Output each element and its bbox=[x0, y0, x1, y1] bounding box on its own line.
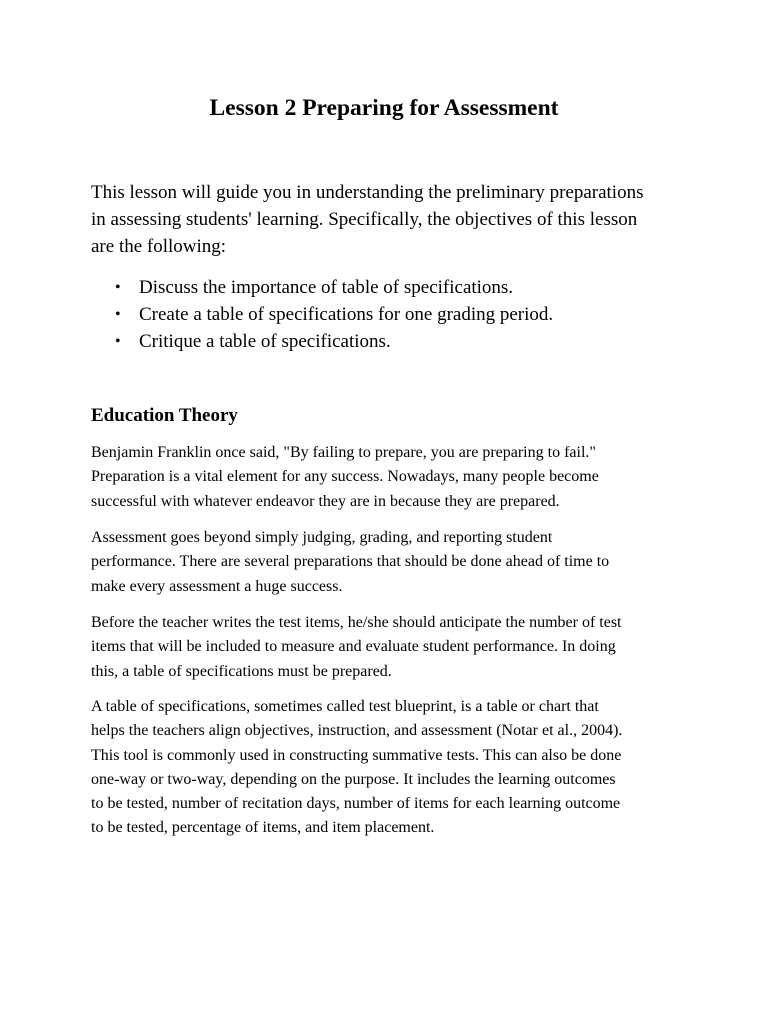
body-paragraph bbox=[91, 695, 691, 841]
objective-item bbox=[91, 301, 553, 328]
bullet-icon: • bbox=[115, 333, 121, 350]
bullet-icon: • bbox=[115, 279, 121, 296]
page-title: Lesson 2 Preparing for Assessment bbox=[209, 95, 559, 121]
paragraph-line: successful with whatever endeavor they are in because they are prepared. bbox=[91, 492, 560, 510]
paragraph-line: to be tested, percentage of items, and item placement. bbox=[91, 819, 435, 837]
paragraph-line: Before the teacher writes the test items, he/she should anticipate the number of test bbox=[91, 614, 622, 631]
paragraph-line: performance. There are several preparations that should be done ahead of time to bbox=[91, 553, 610, 571]
section-heading: Education Theory bbox=[91, 405, 238, 426]
paragraph-line: to be tested, number of recitation days, number of items for each learning outcome bbox=[91, 795, 621, 813]
paragraph-line: make every assessment a huge success. bbox=[91, 577, 343, 595]
body-paragraph bbox=[91, 441, 691, 514]
intro-line: This lesson will guide you in understanding the preliminary preparations bbox=[91, 182, 644, 203]
intro-line: in assessing students' learning. Specifically, the objectives of this lesson bbox=[91, 209, 638, 230]
objectives-list bbox=[91, 274, 553, 355]
paragraph-line: A table of specifications, sometimes called test blueprint, is a table or chart that bbox=[91, 698, 599, 715]
objective-text: Discuss the importance of table of specifications. bbox=[139, 277, 514, 298]
body-paragraph bbox=[91, 526, 691, 599]
intro-paragraph bbox=[91, 179, 691, 260]
paragraph-line: Assessment goes beyond simply judging, grading, and reporting student bbox=[91, 529, 553, 546]
body-paragraph bbox=[91, 611, 691, 684]
paragraph-line: helps the teachers align objectives, instruction, and assessment (Notar et al., 2004). bbox=[91, 722, 623, 740]
intro-line: are the following: bbox=[91, 236, 227, 257]
paragraph-line: Benjamin Franklin once said, "By failing to prepare, you are preparing to fail." bbox=[91, 444, 596, 461]
paragraph-line: items that will be included to measure and evaluate student performance. In doing bbox=[91, 638, 616, 656]
paragraph-line: this, a table of specifications must be prepared. bbox=[91, 662, 392, 680]
bullet-icon: • bbox=[115, 306, 121, 323]
objective-item bbox=[91, 328, 553, 355]
objective-text: Create a table of specifications for one grading period. bbox=[139, 304, 554, 325]
paragraph-line: This tool is commonly used in constructing summative tests. This can also be done bbox=[91, 746, 622, 764]
objective-text: Critique a table of specifications. bbox=[139, 331, 391, 352]
paragraph-line: one-way or two-way, depending on the purpose. It includes the learning outcomes bbox=[91, 770, 616, 788]
paragraph-line: Preparation is a vital element for any success. Nowadays, many people become bbox=[91, 468, 599, 486]
objective-item bbox=[91, 274, 553, 301]
